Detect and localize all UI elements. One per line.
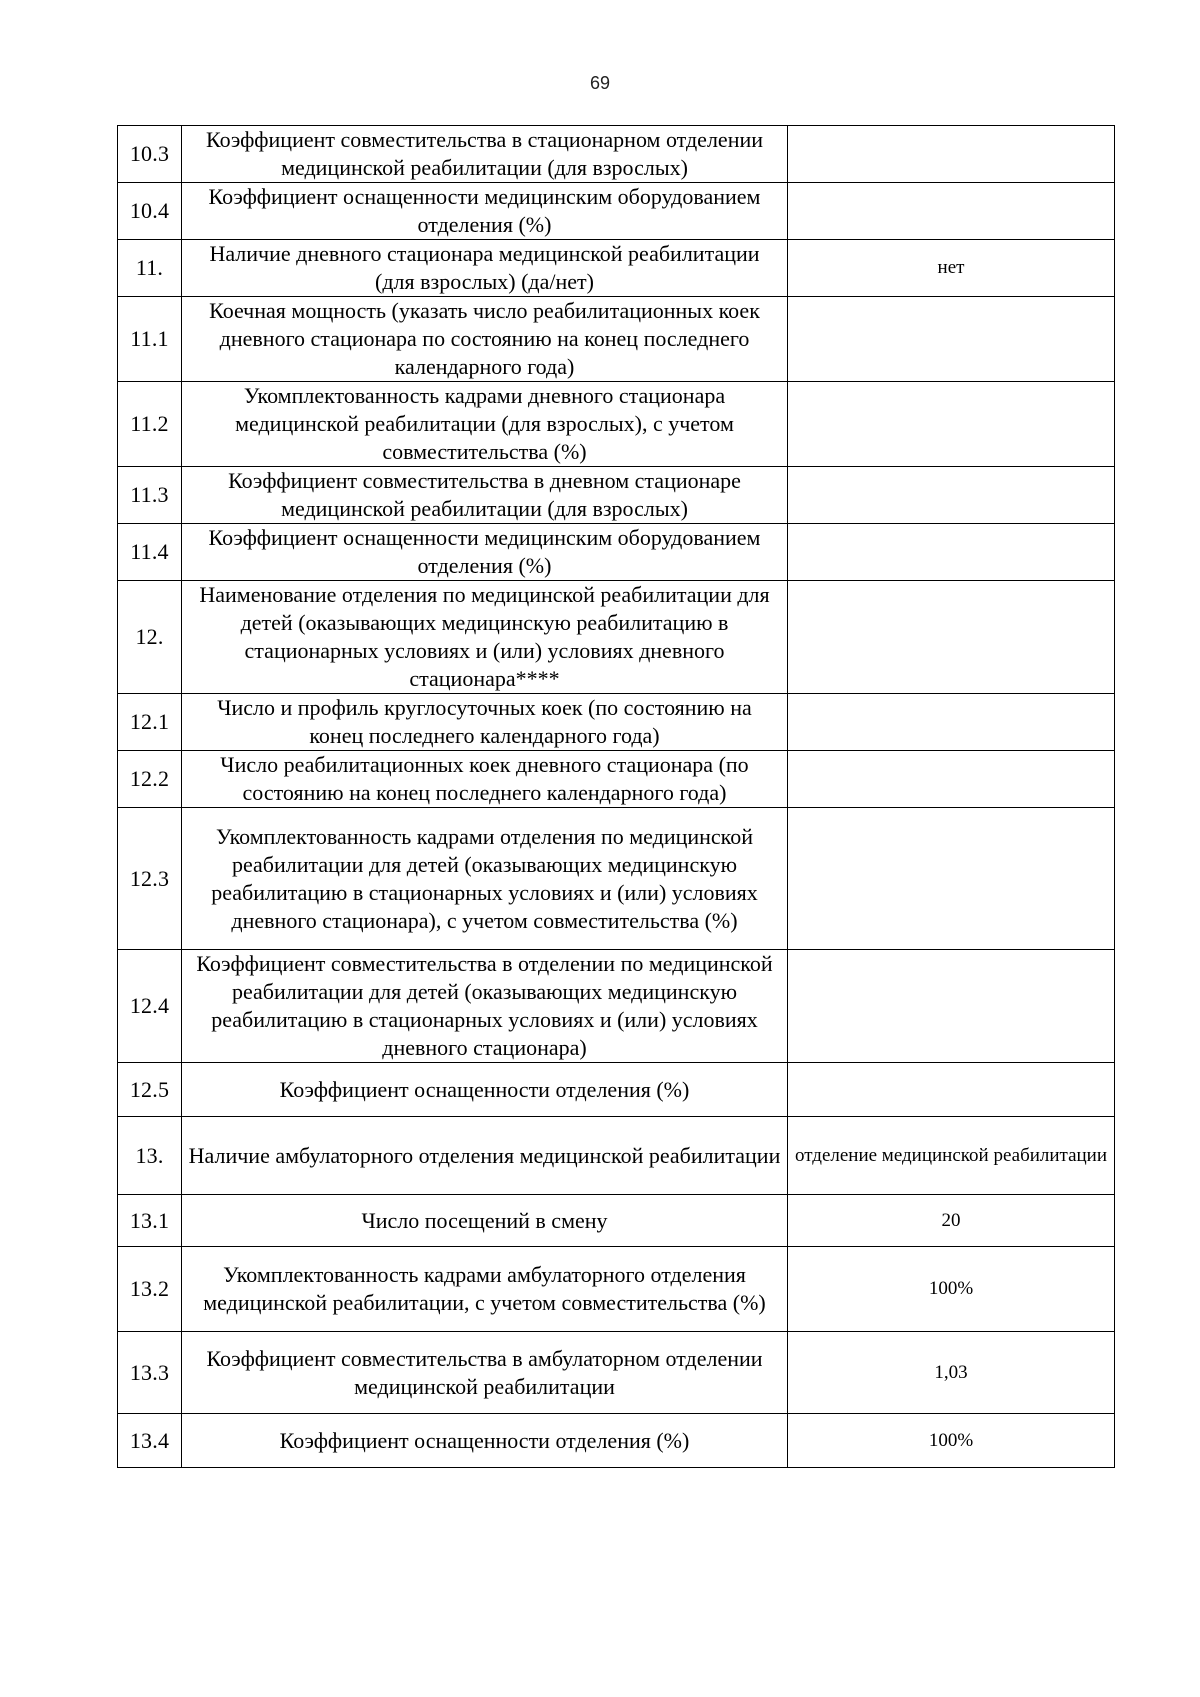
row-number: 12. (118, 581, 182, 694)
row-number: 12.2 (118, 751, 182, 808)
row-value: нет (788, 240, 1115, 297)
table-row (118, 950, 1115, 1063)
row-number: 12.1 (118, 694, 182, 751)
row-number: 11.4 (118, 524, 182, 581)
row-value (788, 467, 1115, 524)
table-row (118, 581, 1115, 694)
row-description: Коэффициент оснащенности отделения (%) (182, 1063, 788, 1117)
row-description: Коэффициент оснащенности медицинским оборудованием отделения (%) (182, 183, 788, 240)
row-description: Коечная мощность (указать число реабилитационных коек дневного стационара по состоянию на конец последнего календарного года) (182, 297, 788, 382)
row-number: 12.3 (118, 808, 182, 950)
row-value: 20 (788, 1195, 1115, 1247)
row-description: Коэффициент совместительства в дневном стационаре медицинской реабилитации (для взрослых) (182, 467, 788, 524)
row-number: 11. (118, 240, 182, 297)
row-number: 11.2 (118, 382, 182, 467)
row-description: Число реабилитационных коек дневного стационара (по состоянию на конец последнего календарного года) (182, 751, 788, 808)
table-row (118, 694, 1115, 751)
row-number: 12.5 (118, 1063, 182, 1117)
row-description: Коэффициент совместительства в отделении по медицинской реабилитации для детей (оказывающих медицинскую реабилитацию в стационарных условиях и (или) условиях дневного стационара) (182, 950, 788, 1063)
row-description: Коэффициент оснащенности отделения (%) (182, 1414, 788, 1468)
row-value (788, 950, 1115, 1063)
row-number: 10.4 (118, 183, 182, 240)
table-row (118, 297, 1115, 382)
table-row (118, 1117, 1115, 1195)
row-description: Укомплектованность кадрами амбулаторного отделения медицинской реабилитации, с учетом совместительства (%) (182, 1247, 788, 1332)
row-value: отделение медицинской реабилитации (788, 1117, 1115, 1195)
table-row (118, 1414, 1115, 1468)
row-value (788, 382, 1115, 467)
row-value (788, 183, 1115, 240)
row-description: Наличие амбулаторного отделения медицинской реабилитации (182, 1117, 788, 1195)
row-description: Число и профиль круглосуточных коек (по состоянию на конец последнего календарного года) (182, 694, 788, 751)
row-value (788, 581, 1115, 694)
table-row (118, 1247, 1115, 1332)
row-number: 13.1 (118, 1195, 182, 1247)
row-description: Число посещений в смену (182, 1195, 788, 1247)
row-value: 1,03 (788, 1332, 1115, 1414)
row-description: Наличие дневного стационара медицинской реабилитации (для взрослых) (да/нет) (182, 240, 788, 297)
table-row (118, 1063, 1115, 1117)
table-row (118, 183, 1115, 240)
indicators-table (117, 125, 1115, 1468)
row-number: 11.1 (118, 297, 182, 382)
row-number: 10.3 (118, 126, 182, 183)
table-row (118, 382, 1115, 467)
table-row (118, 524, 1115, 581)
table-row (118, 1195, 1115, 1247)
row-number: 13.3 (118, 1332, 182, 1414)
table-row (118, 240, 1115, 297)
row-value (788, 751, 1115, 808)
row-value (788, 694, 1115, 751)
row-description: Коэффициент совместительства в амбулаторном отделении медицинской реабилитации (182, 1332, 788, 1414)
table-row (118, 126, 1115, 183)
row-value: 100% (788, 1247, 1115, 1332)
row-value (788, 524, 1115, 581)
table-row (118, 808, 1115, 950)
row-value (788, 126, 1115, 183)
row-description: Коэффициент совместительства в стационарном отделении медицинской реабилитации (для взрослых) (182, 126, 788, 183)
row-number: 13. (118, 1117, 182, 1195)
row-number: 12.4 (118, 950, 182, 1063)
row-description: Укомплектованность кадрами отделения по медицинской реабилитации для детей (оказывающих медицинскую реабилитацию в стационарных условиях и (или) условиях дневного стационара), с учетом совместительства (%) (182, 808, 788, 950)
row-description: Наименование отделения по медицинской реабилитации для детей (оказывающих медицинскую реабилитацию в стационарных условиях и (или) условиях дневного стационара**** (182, 581, 788, 694)
row-value: 100% (788, 1414, 1115, 1468)
table-row (118, 1332, 1115, 1414)
row-value (788, 297, 1115, 382)
row-number: 11.3 (118, 467, 182, 524)
page-number: 69 (589, 73, 611, 93)
row-number: 13.2 (118, 1247, 182, 1332)
row-number: 13.4 (118, 1414, 182, 1468)
row-description: Укомплектованность кадрами дневного стационара медицинской реабилитации (для взрослых), с учетом совместительства (%) (182, 382, 788, 467)
table-row (118, 467, 1115, 524)
table-row (118, 751, 1115, 808)
row-value (788, 808, 1115, 950)
row-value (788, 1063, 1115, 1117)
row-description: Коэффициент оснащенности медицинским оборудованием отделения (%) (182, 524, 788, 581)
